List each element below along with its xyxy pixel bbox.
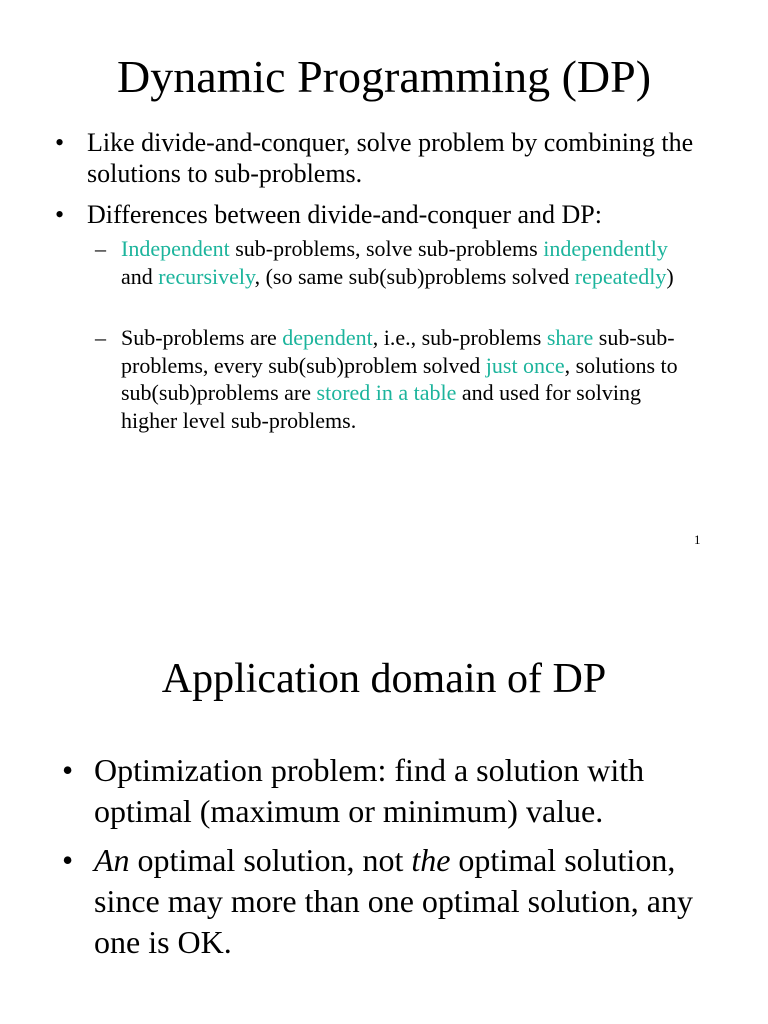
bullet-marker: •: [62, 752, 74, 788]
sub-bullet-text: and: [121, 263, 159, 289]
highlight-term: recursively: [158, 263, 255, 289]
sub-bullet-text: and used for solving higher level sub-problems.: [121, 380, 641, 433]
highlight-term: Independent: [121, 236, 230, 261]
emphasis-text: the: [411, 842, 451, 878]
sub-bullet-marker: –: [95, 325, 106, 350]
sub-bullet-item: [95, 235, 701, 290]
slide-title: Application domain of DP: [161, 656, 607, 702]
highlight-term: independently: [543, 236, 668, 261]
bullet-item: [55, 199, 737, 230]
highlight-term: repeatedly: [574, 263, 667, 289]
bullet-text: optimal solution, not: [129, 842, 412, 878]
bullet-text: Like divide-and-conquer, solve problem by combining the solutions to sub-problems.: [87, 128, 694, 188]
bullet-text: Optimization problem: find a solution with optimal (maximum or minimum) value.: [94, 752, 645, 829]
emphasis-text: An: [94, 842, 130, 878]
sub-bullet-text: Sub-problems are: [121, 325, 283, 350]
highlight-term: share: [546, 325, 594, 350]
bullet-item: [62, 840, 714, 963]
bullet-item: [62, 750, 714, 832]
sub-bullet-text: sub-sub-problems, every sub(sub)problem solved: [121, 325, 675, 378]
sub-bullet-text: sub-problems, solve sub-problems: [229, 236, 544, 261]
bullet-text: Differences between divide-and-conquer and DP:: [87, 200, 602, 229]
sub-bullet-text: , i.e., sub-problems: [372, 325, 547, 350]
slide-title: Dynamic Programming (DP): [116, 51, 652, 102]
bullet-item: [55, 127, 737, 189]
sub-bullet-text: , solutions to sub(sub)problems are: [121, 352, 678, 405]
highlight-term: just once: [485, 352, 565, 378]
highlight-term: dependent: [282, 325, 373, 350]
bullet-text: optimal solution, since may more than one optimal solution, any one is OK.: [94, 842, 693, 960]
page-number: 1: [694, 532, 701, 547]
highlight-term: stored in a table: [316, 380, 457, 405]
bullet-marker: •: [55, 200, 65, 229]
sub-bullet-item: [95, 324, 701, 434]
sub-bullet-marker: –: [95, 236, 106, 261]
sub-bullet-text: ): [666, 263, 674, 289]
bullet-marker: •: [62, 842, 74, 878]
sub-bullet-text: , (so same sub(sub)problems solved: [254, 263, 575, 289]
bullet-marker: •: [55, 128, 65, 157]
